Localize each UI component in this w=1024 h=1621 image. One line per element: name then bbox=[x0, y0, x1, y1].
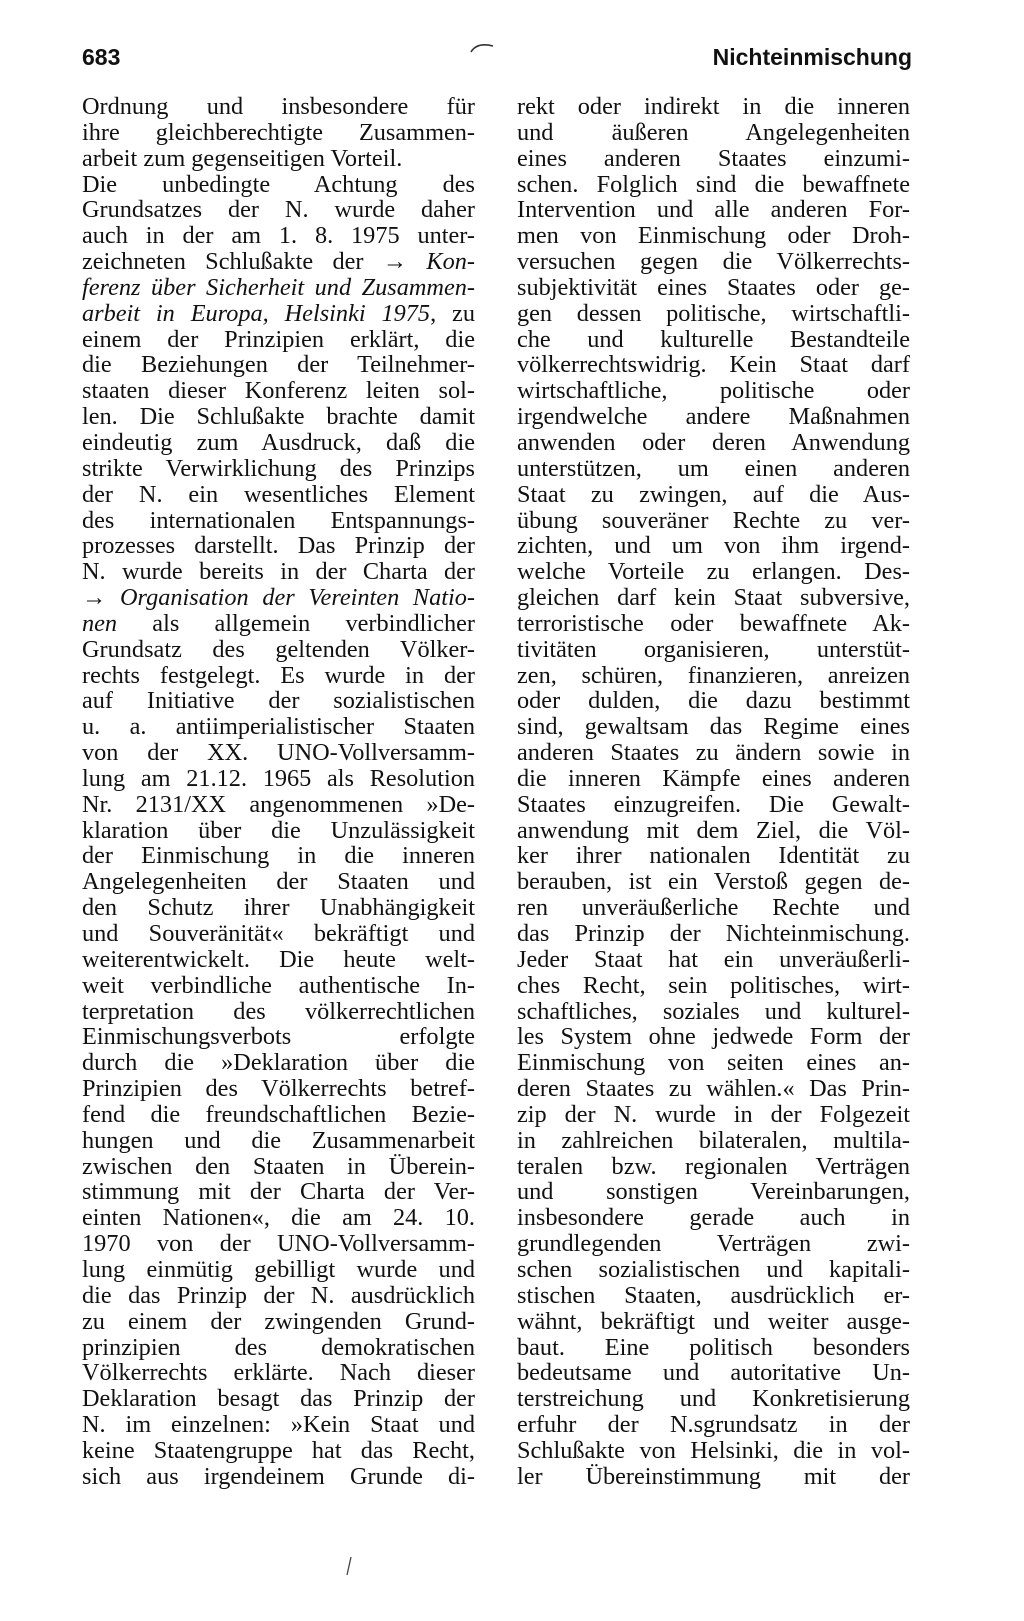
text-line: der Einmischung in die inneren bbox=[82, 843, 475, 870]
text-line: men von Einmischung oder Droh- bbox=[517, 223, 910, 250]
text-line: N. wurde bereits in der Charta der bbox=[82, 559, 475, 586]
scan-tick-icon bbox=[344, 1555, 354, 1577]
text-line: weiterentwickelt. Die heute welt- bbox=[82, 946, 475, 973]
text-line: das Prinzip der Nichteinmischung. bbox=[517, 921, 910, 947]
text-line: u. a. antiimperialistischer Staaten bbox=[82, 714, 475, 741]
text-line: wirtschaftliche, politische oder bbox=[517, 378, 910, 405]
text-line: che und kulturelle Bestandteile bbox=[517, 326, 910, 353]
text-line: subjektivität eines Staates oder ge- bbox=[517, 274, 910, 301]
text-line bbox=[82, 275, 475, 301]
text-line: Staat zu zwingen, auf die Aus- bbox=[517, 481, 910, 508]
text-line: baut. Eine politisch besonders bbox=[517, 1334, 910, 1361]
text-line: der N. ein wesentliches Element bbox=[82, 481, 475, 508]
text-line: weit verbindliche authentische In- bbox=[82, 972, 475, 999]
text-line: erfuhr der N.sgrundsatz in der bbox=[517, 1412, 910, 1438]
text-line: anwenden oder deren Anwendung bbox=[517, 429, 910, 456]
text-line: die Beziehungen der Teilnehmer- bbox=[82, 352, 475, 379]
text-line: oder dulden, die dazu bestimmt bbox=[517, 688, 910, 715]
text-line: zu einem der zwingenden Grund- bbox=[82, 1308, 475, 1335]
text-line: irgendwelche andere Maßnahmen bbox=[517, 404, 910, 430]
text-line: lung am 21.12. 1965 als Resolution bbox=[82, 765, 475, 792]
text-line: rechts festgelegt. Es wurde in der bbox=[82, 662, 475, 689]
page-header bbox=[82, 40, 912, 80]
text-line: Prinzipien des Völkerrechts betref- bbox=[82, 1076, 475, 1102]
text-line: einem der Prinzipien erklärt, die bbox=[82, 326, 475, 353]
text-line: ker ihrer nationalen Identität zu bbox=[517, 843, 910, 870]
text-line: N. im einzelnen: »Kein Staat und bbox=[82, 1412, 475, 1438]
text-line: ren unveräußerliche Rechte und bbox=[517, 895, 910, 921]
text-line: zeichneten Schlußakte der → Kon- bbox=[82, 249, 475, 275]
left-text-column bbox=[82, 94, 475, 1490]
text-line: Nr. 2131/XX angenommenen »De- bbox=[82, 791, 475, 818]
text-line: anwendung mit dem Ziel, die Völ- bbox=[517, 817, 910, 844]
text-line: deren Staates zu wählen.« Das Prin- bbox=[517, 1076, 910, 1102]
page-number: 683 bbox=[82, 44, 121, 70]
text-line: gleichen darf kein Staat subversive, bbox=[517, 585, 910, 611]
cross-reference-title: Organisation der Vereinten Natio- bbox=[119, 585, 475, 611]
text-line: lung einmütig gebilligt wurde und bbox=[82, 1256, 475, 1283]
text-line: staaten dieser Konferenz leiten sol- bbox=[82, 378, 475, 405]
text-line: ler Übereinstimmung mit der bbox=[517, 1463, 910, 1490]
text-line: terroristische oder bewaffnete Ak- bbox=[517, 610, 910, 637]
text-line: einten Nationen«, die am 24. 10. bbox=[82, 1205, 475, 1232]
text-line: rekt oder indirekt in die inneren bbox=[517, 94, 910, 120]
text-line: bedeutsame und autoritative Un- bbox=[517, 1360, 910, 1387]
text-line: den Schutz ihrer Unabhängigkeit bbox=[82, 895, 475, 921]
text-line: anderen Staates zu ändern sowie in bbox=[517, 740, 910, 766]
text-line: Staates einzugreifen. Die Gewalt- bbox=[517, 791, 910, 818]
cross-reference-title: arbeit in Europa, Helsinki 1975 bbox=[82, 300, 431, 327]
text-line: terstreichung und Konkretisierung bbox=[517, 1386, 910, 1413]
text-line: zwischen den Staaten in Überein- bbox=[82, 1153, 475, 1180]
text-line: zen, schüren, finanzieren, anreizen bbox=[517, 662, 910, 689]
text-line: welche Vorteile zu erlangen. Des- bbox=[517, 559, 910, 586]
text-line: die inneren Kämpfe eines anderen bbox=[517, 765, 910, 792]
text-line: ihre gleichberechtigte Zusammen- bbox=[82, 119, 475, 146]
text-line: völkerrechtswidrig. Kein Staat darf bbox=[517, 352, 910, 379]
text-line: terpretation des völkerrechtlichen bbox=[82, 998, 475, 1025]
text-line: gen dessen politische, wirtschaftli- bbox=[517, 300, 910, 327]
text-line: und sonstigen Vereinbarungen, bbox=[517, 1179, 910, 1206]
text-line: auch in der am 1. 8. 1975 unter- bbox=[82, 223, 475, 250]
right-text-column bbox=[517, 94, 910, 1490]
text-line: nen als allgemein verbindlicher bbox=[82, 610, 475, 637]
text-line: sind, gewaltsam das Regime eines bbox=[517, 714, 910, 741]
text-line: → Organisation der Vereinten Natio- bbox=[82, 585, 475, 611]
text-line: stimmung mit der Charta der Ver- bbox=[82, 1179, 475, 1206]
text-line: Grundsatz des geltenden Völker- bbox=[82, 636, 475, 663]
cross-reference-title: ferenz über Sicherheit und Zusammen- bbox=[82, 274, 475, 301]
text-line: die das Prinzip der N. ausdrücklich bbox=[82, 1282, 475, 1309]
text-line: versuchen gegen die Völkerrechts- bbox=[517, 249, 910, 275]
scan-mark-icon bbox=[467, 40, 497, 54]
text-line: stischen Staaten, ausdrücklich er- bbox=[517, 1282, 910, 1309]
text-line: les System ohne jedwede Form der bbox=[517, 1024, 910, 1051]
text-line: arbeit in Europa, Helsinki 1975, zu bbox=[82, 300, 475, 327]
text-line: durch die »Deklaration über die bbox=[82, 1050, 475, 1077]
text-line: eindeutig zum Ausdruck, daß die bbox=[82, 429, 475, 456]
text-line: Grundsatzes der N. wurde daher bbox=[82, 197, 475, 224]
text-line: Deklaration besagt das Prinzip der bbox=[82, 1386, 475, 1413]
text-line: len. Die Schlußakte brachte damit bbox=[82, 404, 475, 430]
text-line: insbesondere gerade auch in bbox=[517, 1205, 910, 1232]
text-line: in zahlreichen bilateralen, multila- bbox=[517, 1127, 910, 1154]
text-line: und äußeren Angelegenheiten bbox=[517, 119, 910, 146]
cross-reference-title: Kon- bbox=[426, 249, 475, 275]
text-line: schen sozialistischen und kapitali- bbox=[517, 1256, 910, 1283]
text-line: klaration über die Unzulässigkeit bbox=[82, 817, 475, 844]
text-line: keine Staatengruppe hat das Recht, bbox=[82, 1437, 475, 1464]
text-line: tivitäten organisieren, unterstüt- bbox=[517, 636, 910, 663]
text-line: teralen bzw. regionalen Verträgen bbox=[517, 1153, 910, 1180]
text-line: Angelegenheiten der Staaten und bbox=[82, 869, 475, 896]
text-line: von der XX. UNO-Vollversamm- bbox=[82, 740, 475, 766]
text-line: fend die freundschaftlichen Bezie- bbox=[82, 1101, 475, 1128]
text-line: unterstützen, um einen anderen bbox=[517, 455, 910, 482]
text-line: 1970 von der UNO-Vollversamm- bbox=[82, 1231, 475, 1257]
text-line: und Souveränität« bekräftigt und bbox=[82, 921, 475, 947]
text-line: sich aus irgendeinem Grunde di- bbox=[82, 1463, 475, 1490]
text-line: des internationalen Entspannungs- bbox=[82, 507, 475, 534]
text-line: zip der N. wurde in der Folgezeit bbox=[517, 1101, 910, 1128]
text-line: Intervention und alle anderen For- bbox=[517, 197, 910, 224]
text-line: arbeit zum gegenseitigen Vorteil. bbox=[82, 145, 403, 172]
cross-reference-title: nen bbox=[82, 610, 118, 637]
text-line: Ordnung und insbesondere für bbox=[82, 94, 475, 120]
text-line: prinzipien des demokratischen bbox=[82, 1334, 475, 1361]
text-line: eines anderen Staates einzumi- bbox=[517, 145, 910, 172]
text-line: strikte Verwirklichung des Prinzips bbox=[82, 455, 475, 482]
text-line: berauben, ist ein Verstoß gegen de- bbox=[517, 869, 910, 896]
text-line: Die unbedingte Achtung des bbox=[82, 171, 475, 198]
text-line: Schlußakte von Helsinki, die in vol- bbox=[517, 1437, 910, 1464]
text-line: übung souveräner Rechte zu ver- bbox=[517, 507, 910, 534]
text-line: zichten, und um von ihm irgend- bbox=[517, 533, 910, 560]
text-line: schen. Folglich sind die bewaffnete bbox=[517, 171, 910, 198]
text-line: prozesses darstellt. Das Prinzip der bbox=[82, 533, 475, 560]
text-line: auf Initiative der sozialistischen bbox=[82, 688, 475, 715]
text-line: Jeder Staat hat ein unveräußerli- bbox=[517, 946, 910, 973]
text-line: wähnt, bekräftigt und weiter ausge- bbox=[517, 1308, 910, 1335]
text-line: Einmischung von seiten eines an- bbox=[517, 1050, 910, 1077]
text-line: hungen und die Zusammenarbeit bbox=[82, 1127, 475, 1154]
running-head: Nichteinmischung bbox=[712, 44, 912, 70]
text-line: ches Recht, sein politisches, wirt- bbox=[517, 972, 910, 999]
text-line: schaftliches, soziales und kulturel- bbox=[517, 998, 910, 1025]
text-line: Einmischungsverbots erfolgte bbox=[82, 1024, 475, 1051]
text-line: Völkerrechts erklärte. Nach dieser bbox=[82, 1360, 475, 1387]
text-line: grundlegenden Verträgen zwi- bbox=[517, 1231, 910, 1257]
